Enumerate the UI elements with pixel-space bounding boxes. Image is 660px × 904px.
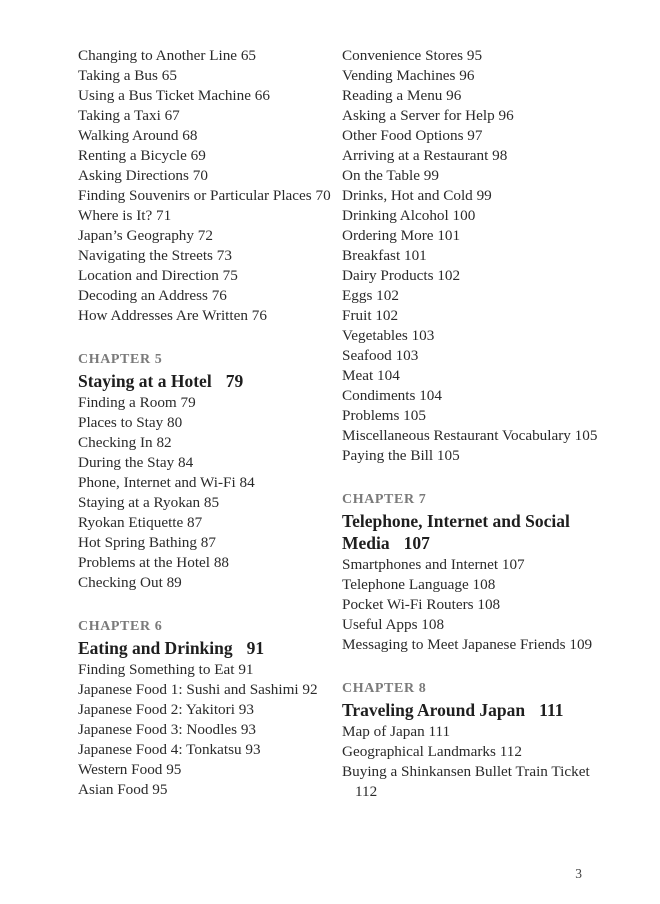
toc-entry[interactable]: On the Table 99 — [342, 167, 439, 184]
toc-entry[interactable]: Other Food Options 97 — [342, 127, 483, 144]
toc-entry[interactable]: Map of Japan 111 — [342, 723, 451, 740]
chapter-page-number: 107 — [403, 533, 430, 553]
toc-entry[interactable]: Problems 105 — [342, 407, 426, 424]
toc-entry[interactable]: Messaging to Meet Japanese Friends 109 — [342, 636, 593, 653]
chapter-title-text: Eating and Drinking — [78, 638, 233, 658]
toc-entry[interactable]: Japanese Food 4: Tonkatsu 93 — [78, 741, 261, 758]
toc-entry[interactable]: Phone, Internet and Wi-Fi 84 — [78, 474, 255, 491]
toc-entry[interactable]: Japanese Food 3: Noodles 93 — [78, 721, 257, 738]
toc-entry[interactable]: Hot Spring Bathing 87 — [78, 534, 216, 551]
toc-entry[interactable]: Pocket Wi-Fi Routers 108 — [342, 596, 501, 613]
chapter-title[interactable] — [78, 370, 340, 392]
toc-entry[interactable]: Japan’s Geography 72 — [78, 227, 213, 244]
toc-entry[interactable]: Using a Bus Ticket Machine 66 — [78, 87, 270, 104]
toc-entry[interactable]: Drinking Alcohol 100 — [342, 207, 476, 224]
toc-entry[interactable]: Finding a Room 79 — [78, 394, 196, 411]
chapter-title[interactable] — [78, 637, 340, 659]
chapter-page-number: 111 — [539, 700, 564, 720]
toc-entry[interactable]: Asian Food 95 — [78, 781, 168, 798]
toc-entry[interactable]: Asking a Server for Help 96 — [342, 107, 514, 124]
toc-entry[interactable]: Seafood 103 — [342, 347, 419, 364]
toc-entry[interactable]: Convenience Stores 95 — [342, 47, 483, 64]
toc-entry[interactable]: Ryokan Etiquette 87 — [78, 514, 203, 531]
toc-entry[interactable]: Checking In 82 — [78, 434, 172, 451]
toc-entry[interactable]: Smartphones and Internet 107 — [342, 556, 525, 573]
toc-entry[interactable]: Japanese Food 2: Yakitori 93 — [78, 701, 254, 718]
chapter-label: CHAPTER 7 — [342, 492, 427, 507]
toc-entry[interactable]: Walking Around 68 — [78, 127, 198, 144]
toc-entry[interactable]: Reading a Menu 96 — [342, 87, 462, 104]
toc-entry[interactable]: Renting a Bicycle 69 — [78, 147, 206, 164]
toc-entry[interactable]: Asking Directions 70 — [78, 167, 208, 184]
toc-left-column — [78, 46, 340, 800]
toc-entry[interactable]: Western Food 95 — [78, 761, 182, 778]
chapter-label: CHAPTER 5 — [78, 352, 163, 367]
toc-entry[interactable]: Finding Souvenirs or Particular Places 70 — [78, 187, 331, 204]
toc-entry[interactable]: Changing to Another Line 65 — [78, 47, 257, 64]
toc-entry[interactable]: Miscellaneous Restaurant Vocabulary 105 — [342, 427, 598, 444]
chapter-page-number: 79 — [225, 371, 244, 391]
toc-entry[interactable]: Dairy Products 102 — [342, 267, 461, 284]
toc-entry[interactable]: Where is It? 71 — [78, 207, 172, 224]
toc-entry[interactable]: Eggs 102 — [342, 287, 399, 304]
toc-entry[interactable]: Paying the Bill 105 — [342, 447, 460, 464]
chapter-title[interactable] — [342, 510, 604, 554]
toc-entry[interactable]: Geographical Landmarks 112 — [342, 743, 522, 760]
toc-entry[interactable]: Finding Something to Eat 91 — [78, 661, 254, 678]
toc-entry[interactable]: Buying a Shinkansen Bullet Train Ticket 112 — [342, 763, 590, 800]
toc-entry[interactable]: Useful Apps 108 — [342, 616, 445, 633]
toc-entry[interactable]: Location and Direction 75 — [78, 267, 238, 284]
toc-entry[interactable]: Telephone Language 108 — [342, 576, 496, 593]
toc-entry[interactable]: Navigating the Streets 73 — [78, 247, 232, 264]
toc-entry[interactable]: Fruit 102 — [342, 307, 399, 324]
toc-entry[interactable]: Japanese Food 1: Sushi and Sashimi 92 — [78, 681, 318, 698]
toc-entry[interactable]: Condiments 104 — [342, 387, 442, 404]
chapter-page-number: 91 — [246, 638, 265, 658]
toc-entry[interactable]: Breakfast 101 — [342, 247, 427, 264]
toc-entry[interactable]: Vending Machines 96 — [342, 67, 475, 84]
chapter-title-text: Staying at a Hotel — [78, 371, 212, 391]
toc-entry[interactable]: Taking a Bus 65 — [78, 67, 177, 84]
chapter-title-text: Telephone, Internet and Social Media — [342, 511, 570, 553]
chapter-title[interactable] — [342, 699, 604, 721]
toc-entry[interactable]: Taking a Taxi 67 — [78, 107, 180, 124]
toc-entry[interactable]: Meat 104 — [342, 367, 400, 384]
toc-entry[interactable]: Drinks, Hot and Cold 99 — [342, 187, 492, 204]
toc-entry[interactable]: Arriving at a Restaurant 98 — [342, 147, 508, 164]
toc-entry[interactable]: During the Stay 84 — [78, 454, 194, 471]
chapter-label: CHAPTER 6 — [78, 619, 163, 634]
toc-right-column — [342, 46, 604, 802]
toc-entry[interactable]: Checking Out 89 — [78, 574, 182, 591]
chapter-label: CHAPTER 8 — [342, 681, 427, 696]
toc-entry[interactable]: Ordering More 101 — [342, 227, 461, 244]
toc-entry[interactable]: Vegetables 103 — [342, 327, 435, 344]
chapter-title-text: Traveling Around Japan — [342, 700, 526, 720]
toc-entry[interactable]: Places to Stay 80 — [78, 414, 183, 431]
toc-entry[interactable]: Staying at a Ryokan 85 — [78, 494, 220, 511]
toc-entry[interactable]: How Addresses Are Written 76 — [78, 307, 267, 324]
toc-entry[interactable]: Problems at the Hotel 88 — [78, 554, 230, 571]
page-number: 3 — [575, 866, 582, 881]
toc-entry[interactable]: Decoding an Address 76 — [78, 287, 227, 304]
